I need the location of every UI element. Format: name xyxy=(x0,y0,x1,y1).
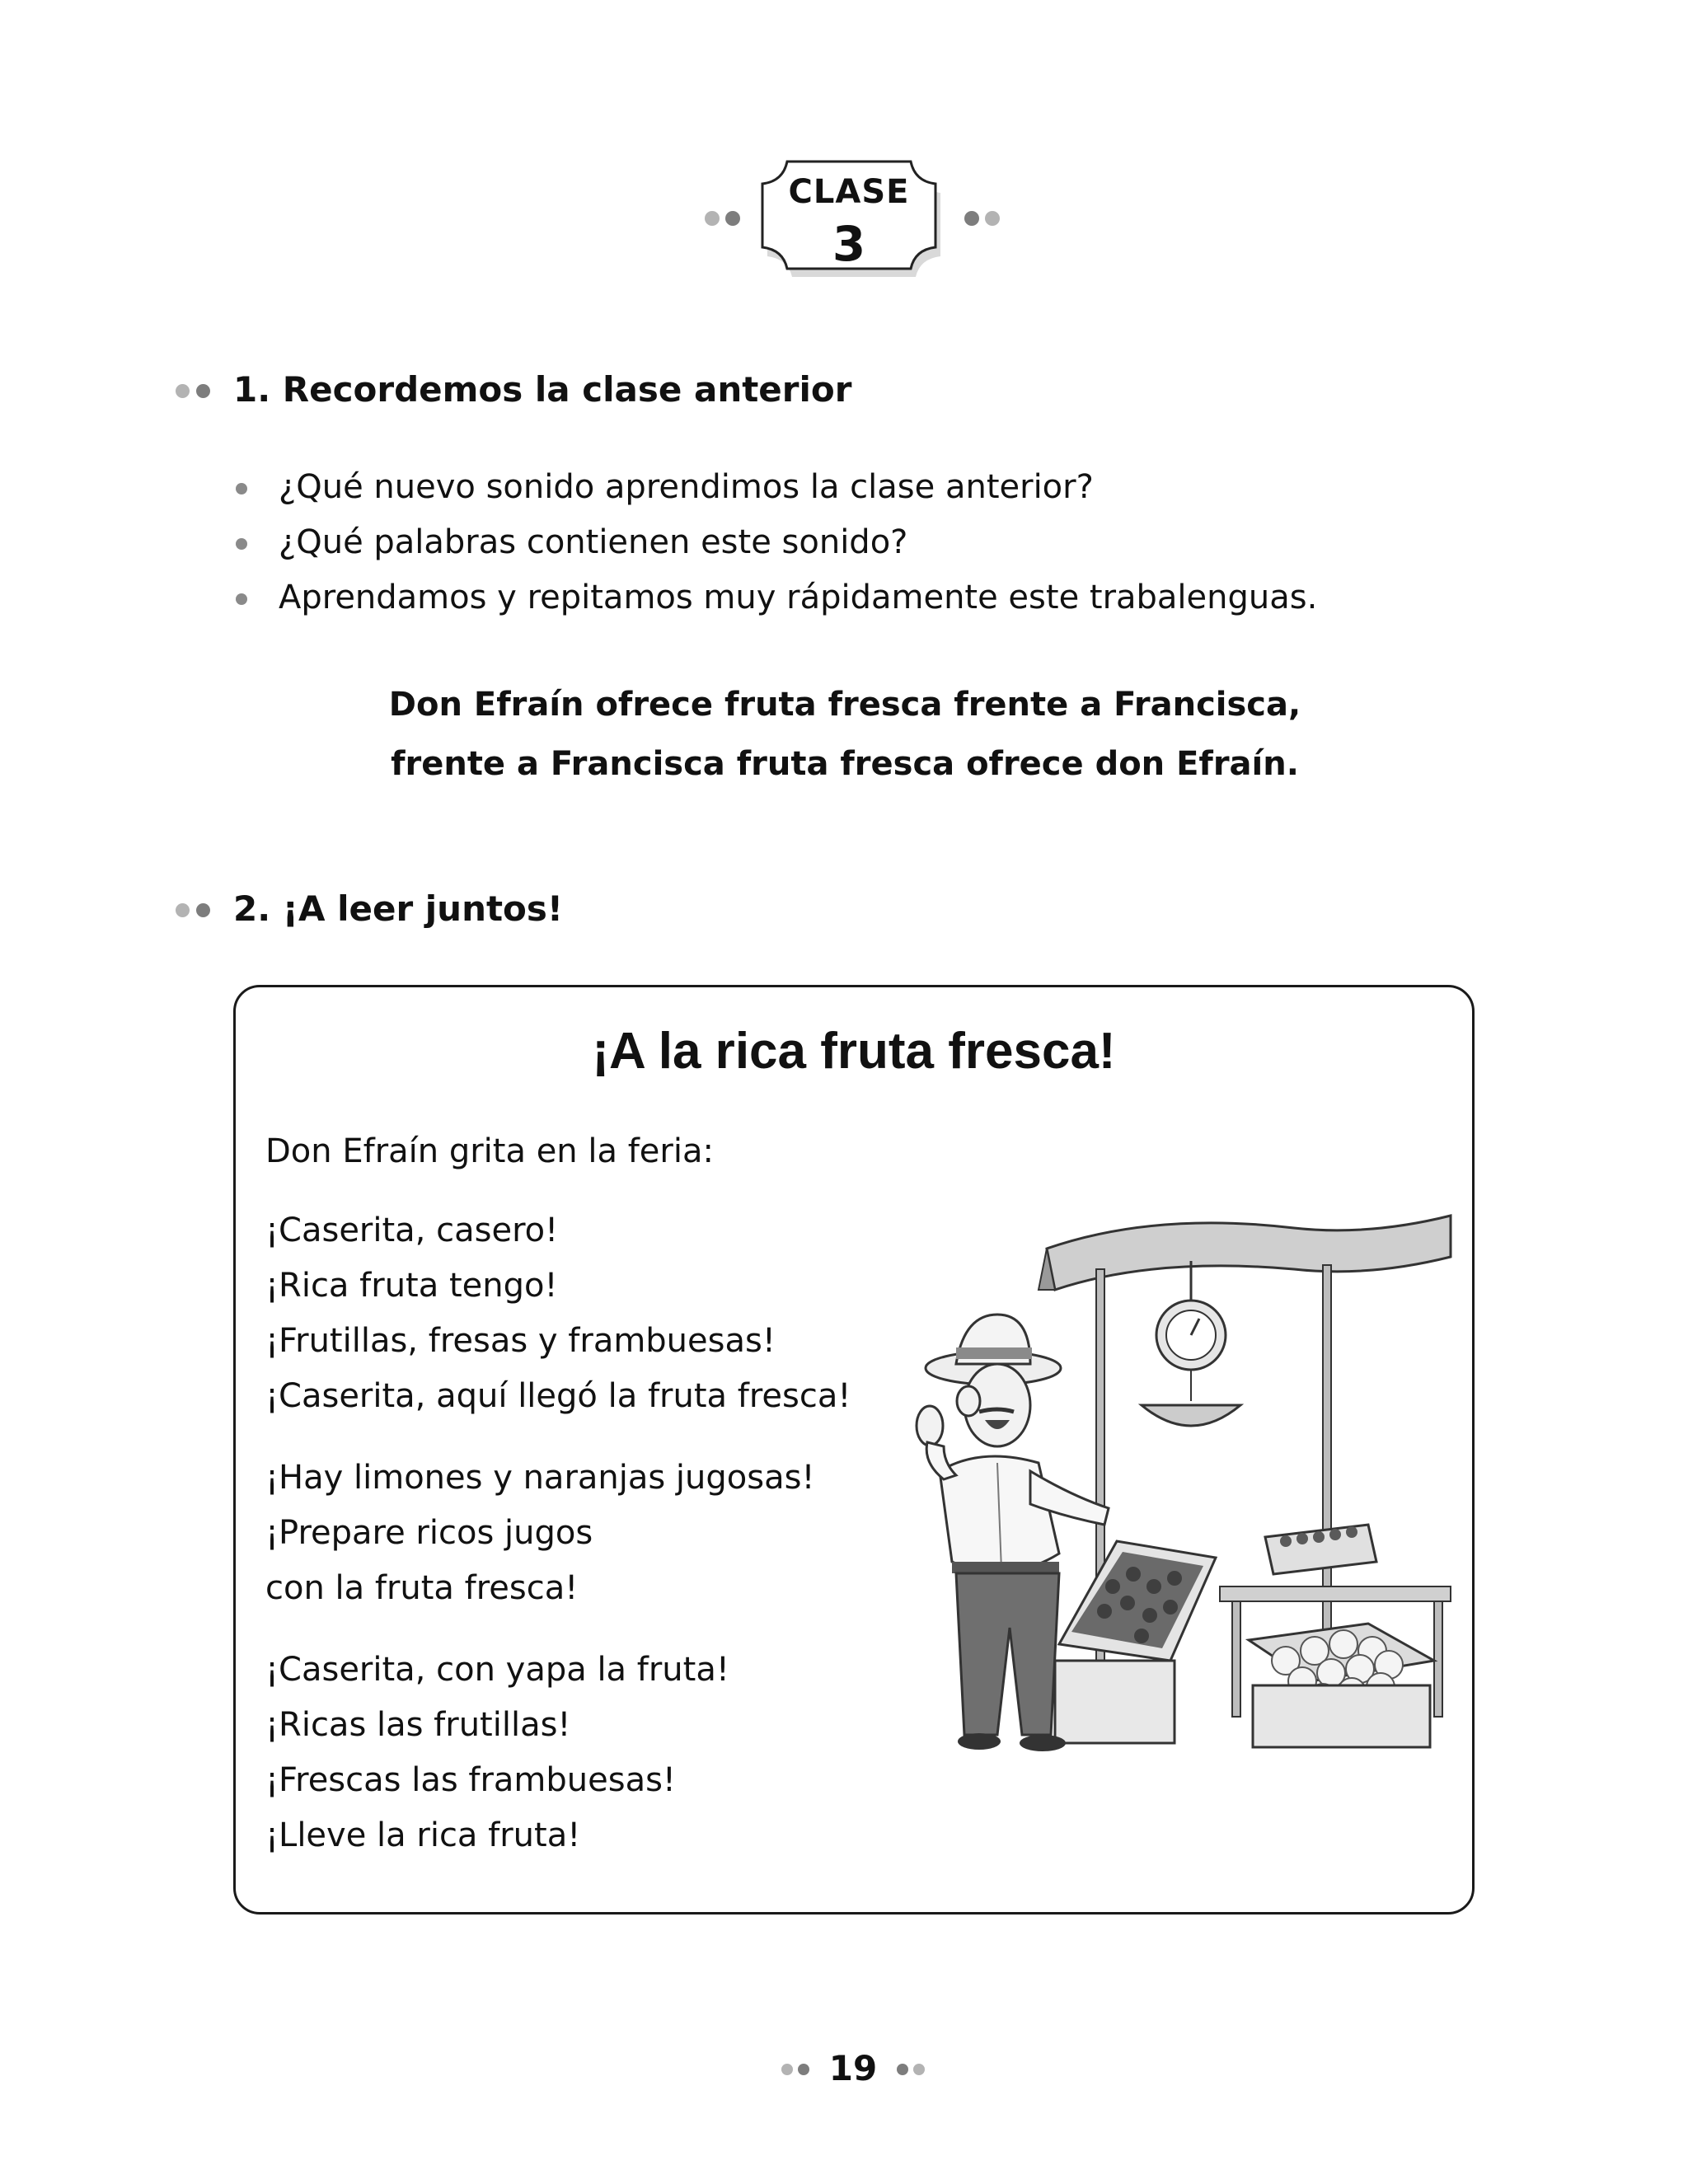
bullet-icon xyxy=(236,593,247,605)
decor-dot xyxy=(196,903,210,917)
section-2-heading: 2. ¡A leer juntos! xyxy=(233,888,564,929)
list-item: ¿Qué nuevo sonido aprendimos la clase anterior? xyxy=(279,468,1094,506)
badge-number: 3 xyxy=(832,216,866,272)
decor-dot xyxy=(897,2064,908,2075)
poem-line: ¡Rica fruta tengo! xyxy=(265,1267,558,1305)
list-item: Aprendamos y repitamos muy rápidamente este trabalenguas. xyxy=(279,579,1318,616)
poem-line: ¡Caserita, aquí llegó la fruta fresca! xyxy=(265,1377,851,1415)
decor-dot xyxy=(705,211,720,226)
page-number: 19 xyxy=(828,2048,878,2088)
decor-dot xyxy=(781,2064,793,2075)
bullet-icon xyxy=(236,483,247,494)
section-1-heading: 1. Recordemos la clase anterior xyxy=(233,369,852,410)
poem-line: ¡Caserita, casero! xyxy=(265,1212,559,1249)
poem-line: con la fruta fresca! xyxy=(265,1569,579,1607)
bullet-icon xyxy=(236,538,247,550)
poem-line: ¡Ricas las frutillas! xyxy=(265,1706,571,1744)
decor-dot xyxy=(985,211,1000,226)
decor-dot xyxy=(913,2064,925,2075)
tongue-twister-line: Don Efraín ofrece fruta fresca frente a Francisca, xyxy=(388,686,1301,724)
poem-line: ¡Frescas las frambuesas! xyxy=(265,1761,676,1799)
poem-line: ¡Prepare ricos jugos xyxy=(265,1514,593,1552)
decor-dot xyxy=(725,211,740,226)
story-title: ¡A la rica fruta fresca! xyxy=(592,1023,1116,1080)
decor-dot xyxy=(176,903,190,917)
decor-dot xyxy=(798,2064,809,2075)
poem-line: ¡Caserita, con yapa la fruta! xyxy=(265,1651,729,1689)
tongue-twister-line: frente a Francisca fruta fresca ofrece don Efraín. xyxy=(391,745,1299,783)
list-item: ¿Qué palabras contienen este sonido? xyxy=(279,523,908,561)
poem-intro: Don Efraín grita en la feria: xyxy=(265,1132,714,1170)
decor-dot xyxy=(176,384,190,398)
poem-line: ¡Frutillas, fresas y frambuesas! xyxy=(265,1322,776,1360)
decor-dot xyxy=(964,211,979,226)
fruit-vendor-illustration xyxy=(907,1199,1459,1793)
badge-label: CLASE xyxy=(788,173,910,211)
poem-line: ¡Hay limones y naranjas jugosas! xyxy=(265,1459,815,1497)
decor-dot xyxy=(196,384,210,398)
poem-line: ¡Lleve la rica fruta! xyxy=(265,1816,581,1854)
